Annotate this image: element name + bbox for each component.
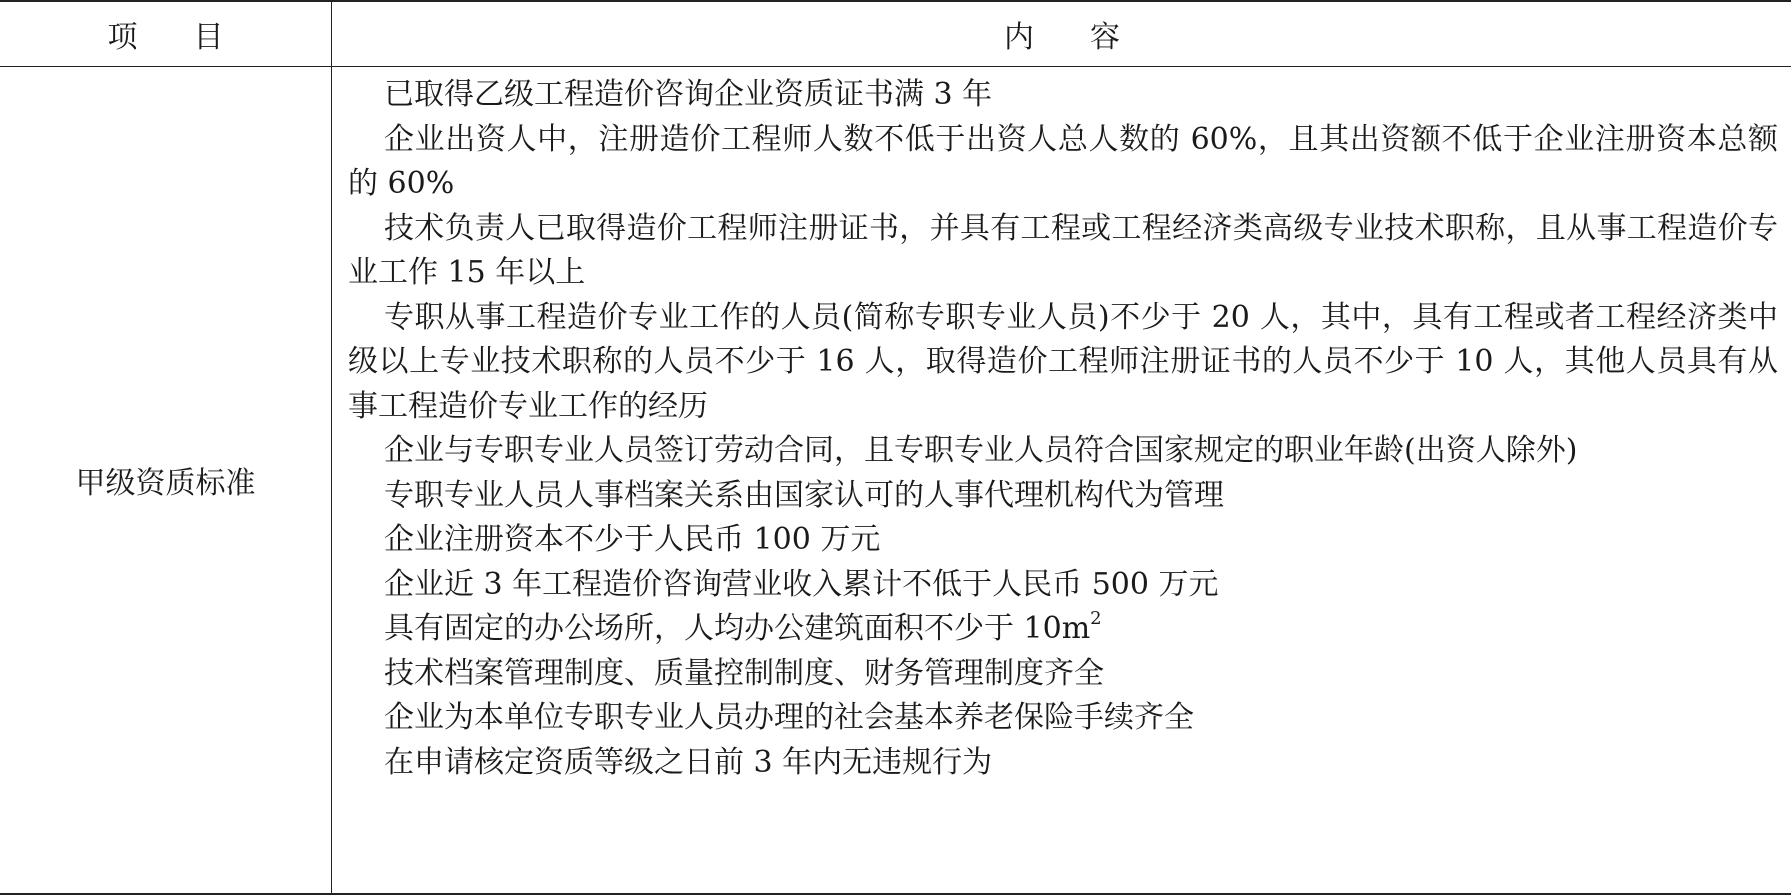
content-item-1: 已取得乙级工程造价咨询企业资质证书满 3 年 <box>384 77 993 112</box>
content-item-12: 在申请核定资质等级之日前 3 年内无违规行为 <box>384 744 993 780</box>
qualification-table <box>0 2 1791 893</box>
table-header-row <box>0 2 1791 67</box>
area-item-text: 具有固定的办公场所，人均办公建筑面积不少于 10m <box>384 611 1091 646</box>
header-item-char-2: 目 <box>193 20 224 55</box>
content-item-9 <box>332 607 1778 652</box>
content-item-5: 企业与专职专业人员签订劳动合同，且专职专业人员符合国家规定的职业年龄(出资人除外) <box>384 433 1578 468</box>
content-item-10: 技术档案管理制度、质量控制制度、财务管理制度齐全 <box>384 655 1104 691</box>
content-item-8: 企业近 3 年工程造价咨询营业收入累计不低于人民币 500 万元 <box>384 566 1219 602</box>
header-content-char-1: 内 <box>1004 20 1034 55</box>
content-item-2: 企业出资人中，注册造价工程师人数不低于出资人总人数的 60%，且其出资额不低于企业注册资本总额的 60% <box>348 121 1778 201</box>
table-row <box>0 67 1791 894</box>
content-item-3: 技术负责人已取得造价工程师注册证书，并具有工程或工程经济类高级专业技术职称，且从事工程造价专业工作 15 年以上 <box>348 210 1778 290</box>
content-item-4: 专职从事工程造价专业工作的人员(简称专职专业人员)不少于 20 人，其中，具有工程或者工程经济类中级以上专业技术职称的人员不少于 16 人，取得造价工程师注册证书的人员不少于 10 人，其他人员具有从事工程造价专业工作的经历 <box>348 299 1778 424</box>
area-item-superscript: 2 <box>1090 608 1102 629</box>
header-item <box>0 2 332 67</box>
content-item-11: 企业为本单位专职专业人员办理的社会基本养老保险手续齐全 <box>384 700 1194 735</box>
row-content <box>332 67 1791 894</box>
content-item-6: 专职专业人员人事档案关系由国家认可的人事代理机构代为管理 <box>384 477 1224 513</box>
content-item-7: 企业注册资本不少于人民币 100 万元 <box>384 522 881 557</box>
row-label: 甲级资质标准 <box>0 67 332 894</box>
header-content-char-2: 容 <box>1090 20 1120 55</box>
header-item-char-1: 项 <box>107 20 138 55</box>
header-content <box>332 2 1791 67</box>
